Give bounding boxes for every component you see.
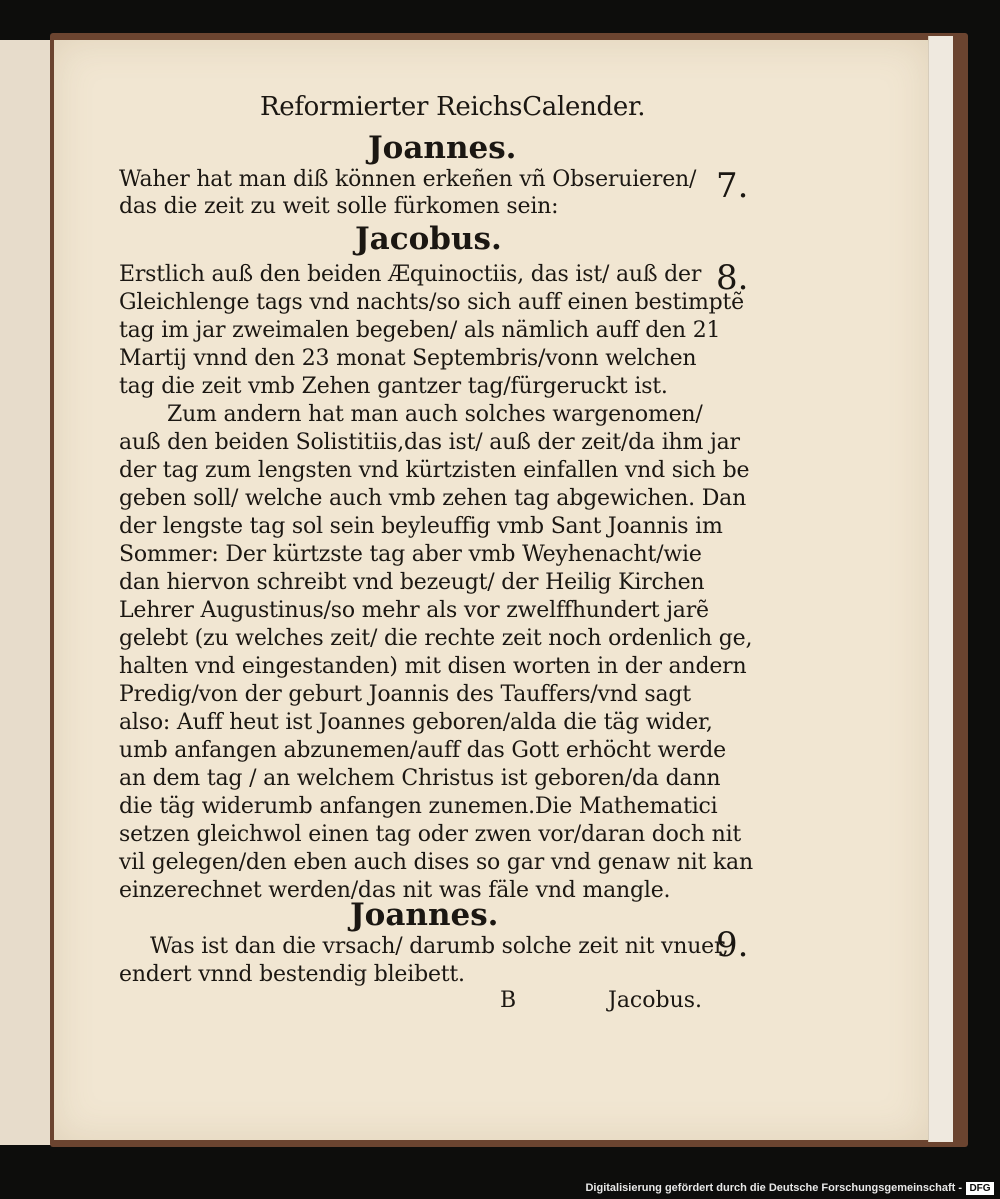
text-line: tag im jar zweimalen begeben/ als nämlich auff den 21 <box>119 318 721 343</box>
text-line: einzerechnet werden/das nit was fäle vnd mangle. <box>119 878 671 903</box>
question-number: 8. <box>716 258 749 298</box>
text-line: Was ist dan die vrsach/ darumb solche zeit nit vnuer, <box>150 934 729 959</box>
text-line: die täg widerumb anfangen zunemen.Die Mathematici <box>119 794 718 819</box>
dfg-logo: DFG <box>966 1182 994 1195</box>
text-line: Waher hat man diß können erkeñen vñ Obseruieren/ <box>119 167 697 192</box>
text-line: dan hiervon schreibt vnd bezeugt/ der Heilig Kirchen <box>119 570 705 595</box>
text-line: Lehrer Augustinus/so mehr als vor zwelffhundert jarẽ <box>119 598 709 623</box>
text-line: Martij vnnd den 23 monat Septembris/vonn welchen <box>119 346 697 371</box>
page-edge-right <box>928 36 953 1142</box>
text-line: das die zeit zu weit solle fürkomen sein: <box>119 194 559 219</box>
signature-mark: B <box>500 988 517 1013</box>
text-line: Zum andern hat man auch solches wargenomen/ <box>167 402 703 427</box>
text-line: setzen gleichwol einen tag oder zwen vor/daran doch nit <box>119 822 742 847</box>
speaker-jacobus: Jacobus. <box>355 221 502 257</box>
text-line: umb anfangen abzunemen/auff das Gott erhöcht werde <box>119 738 726 763</box>
text-line: auß den beiden Solistitiis,das ist/ auß der zeit/da ihm jar <box>119 430 740 455</box>
speaker-joannes: Joannes. <box>368 130 517 166</box>
text-line: an dem tag / an welchem Christus ist geboren/da dann <box>119 766 721 791</box>
text-line: tag die zeit vmb Zehen gantzer tag/fürgeruckt ist. <box>119 374 668 399</box>
text-line: vil gelegen/den eben auch dises so gar vnd genaw nit kan <box>119 850 753 875</box>
text-line: Gleichlenge tags vnd nachts/so sich auff einen bestimptẽ <box>119 290 744 315</box>
text-line: der tag zum lengsten vnd kürtzisten einfallen vnd sich be <box>119 458 750 483</box>
catchword: Jacobus. <box>608 988 703 1013</box>
question-number: 9. <box>716 925 749 965</box>
digitization-credit: Digitalisierung gefördert durch die Deutsche Forschungsgemeinschaft - <box>585 1182 962 1194</box>
left-page-edge <box>0 40 54 1145</box>
text-line: Sommer: Der kürtzste tag aber vmb Weyhenacht/wie <box>119 542 702 567</box>
text-line: also: Auff heut ist Joannes geboren/alda die täg wider, <box>119 710 713 735</box>
text-line: Erstlich auß den beiden Æquinoctiis, das ist/ auß der <box>119 262 702 287</box>
text-line: halten vnd eingestanden) mit disen worten in der andern <box>119 654 747 679</box>
text-line: der lengste tag sol sein beyleuffig vmb Sant Joannis im <box>119 514 723 539</box>
text-line: geben soll/ welche auch vmb zehen tag abgewichen. Dan <box>119 486 747 511</box>
speaker-joannes: Joannes. <box>350 897 499 933</box>
text-line: endert vnnd bestendig bleibett. <box>119 962 465 987</box>
text-line: gelebt (zu welches zeit/ die rechte zeit noch ordenlich ge, <box>119 626 753 651</box>
text-line: Predig/von der geburt Joannis des Tauffers/vnd sagt <box>119 682 691 707</box>
question-number: 7. <box>716 166 749 206</box>
running-head: Reformierter ReichsCalender. <box>260 92 646 122</box>
